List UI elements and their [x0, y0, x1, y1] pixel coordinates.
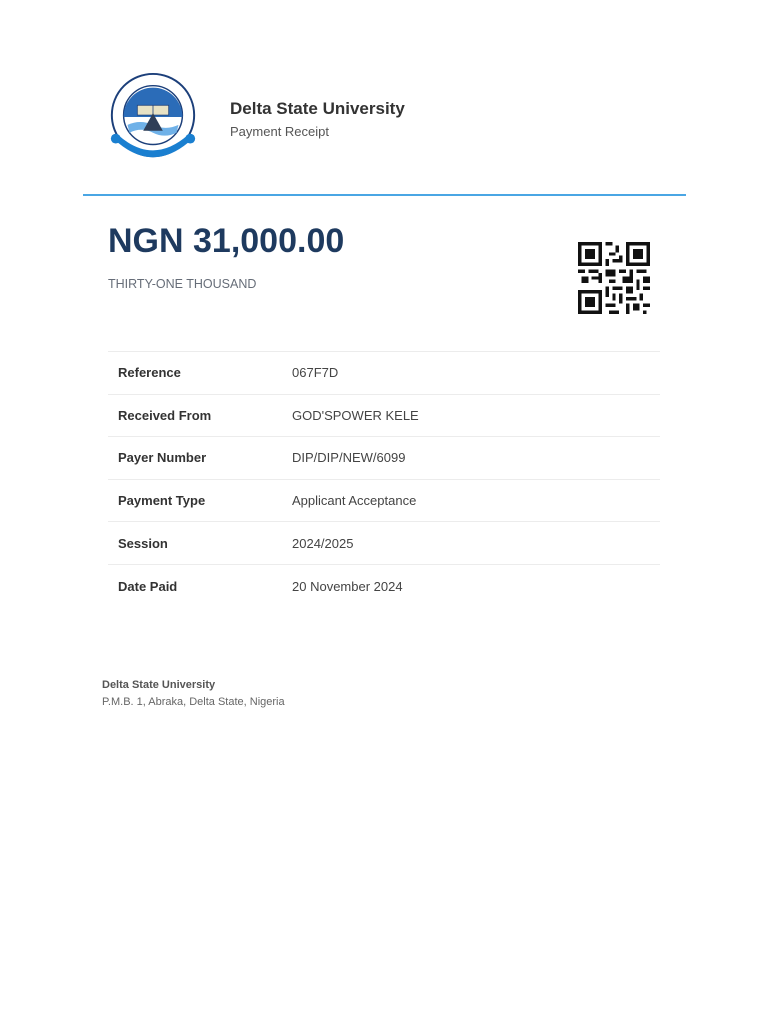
receipt-header: [104, 70, 405, 168]
header-divider: [83, 194, 686, 196]
university-name: Delta State University: [230, 99, 405, 118]
reference-value: 067F7D: [292, 365, 339, 381]
details-row-session: [108, 522, 660, 565]
date-paid-value: 20 November 2024: [292, 578, 403, 594]
details-row-payment-type: [108, 479, 660, 522]
footer-address: P.M.B. 1, Abraka, Delta State, Nigeria: [102, 696, 285, 708]
details-row-received-from: [108, 394, 660, 437]
qr-code-icon: [578, 242, 650, 314]
payer-number-value: DIP/DIP/NEW/6099: [292, 450, 406, 466]
reference-label: Reference: [118, 365, 181, 381]
footer-university-name: Delta State University: [102, 679, 216, 691]
payer-number-label: Payer Number: [118, 450, 207, 466]
receipt-footer: [102, 679, 285, 708]
amount-in-words: THIRTY-ONE THOUSAND: [108, 277, 257, 291]
payment-type-label: Payment Type: [118, 493, 206, 509]
details-row-payer-number: [108, 437, 660, 480]
date-paid-label: Date Paid: [118, 578, 178, 594]
university-crest-icon: [104, 70, 202, 168]
received-from-label: Received From: [118, 407, 212, 423]
received-from-value: GOD'SPOWER KELE: [292, 407, 419, 423]
details-row-reference: [108, 352, 660, 395]
receipt-details-table: [108, 351, 660, 607]
payment-type-value: Applicant Acceptance: [292, 493, 417, 509]
session-label: Session: [118, 535, 168, 551]
details-row-date-paid: [108, 564, 660, 607]
session-value: 2024/2025: [292, 535, 354, 551]
amount-paid: NGN 31,000.00: [108, 222, 345, 260]
document-type: Payment Receipt: [230, 124, 329, 139]
